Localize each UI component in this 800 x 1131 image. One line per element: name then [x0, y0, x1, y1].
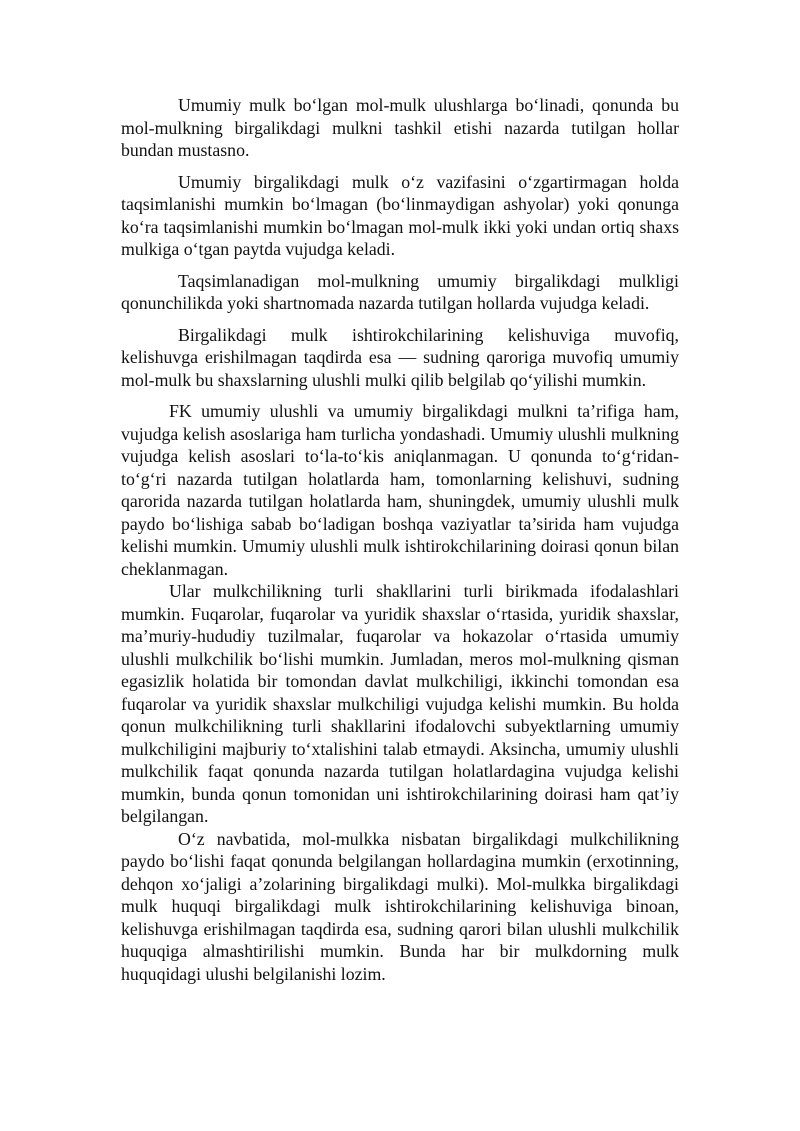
paragraph-7: O‘z navbatida, mol-mulkka nisbatan birgalikdagi mulkchilikning paydo bo‘lishi faqat qonunda belgilangan hollardagina mumkin (erxotinning, dehqon xo‘jaligi a’zolarining birgalikdagi mulki). Mol-mulkka birgalikdagi mulk huquqi birgalikdagi mulk ishtirokchilarining kelishuviga binoan, kelishuvga erishilmagan taqdirda esa, sudning qarori bilan ulushli mulkchilik huquqiga almashtirilishi mumkin. Bunda har bir mulkdorning mulk huquqidagi ulushi belgilanishi lozim.: [121, 828, 679, 984]
paragraph-6: Ular mulkchilikning turli shakllarini turli birikmada ifodalashlari mumkin. Fuqarolar, fuqarolar va yuridik shaxslar o‘rtasida, yuridik shaxslar, ma’muriy-hududiy tuzilmalar, fuqarolar va hokazolar o‘rtasida umumiy ulushli mulkchilik bo‘lishi mumkin. Jumladan, meros mol-mulkning qisman egasizlik holatida bir tomondan davlat mulkchiligi, ikkinchi tomondan esa fuqarolar va yuridik shaxslar mulkchiligi vujudga kelishi mumkin. Bu holda qonun mulkchilikning turli shakllarini ifodalovchi subyektlarning umumiy mulkchiligini majburiy to‘xtalishini talab etmaydi. Aksincha, umumiy ulushli mulkchilik faqat qonunda nazarda tutilgan holatlardagina vujudga kelishi mumkin, bunda qonun tomonidan uni ishtirokchilarining doirasi ham qat’iy belgilangan.: [121, 581, 679, 826]
paragraph-5: FK umumiy ulushli va umumiy birgalikdagi mulkni ta’rifiga ham, vujudga kelish asoslariga ham turlicha yondashadi. Umumiy ulushli mulkning vujudga kelish asoslari to‘la-to‘kis aniqlanmagan. U qonunda to‘g‘ridan-to‘g‘ri nazarda tutilgan holatlarda ham, tomonlarning kelishuvi, sudning qarorida nazarda tutilgan holatlarda ham, shuningdek, umumiy ulushli mulk paydo bo‘lishiga sabab bo‘ladigan boshqa vaziyatlar ta’sirida ham vujudga kelishi mumkin. Umumiy ulushli mulk ishtirokchilarining doirasi qonun bilan cheklanmagan.: [121, 401, 679, 579]
paragraph-1: Umumiy mulk bo‘lgan mol-mulk ulushlarga bo‘linadi, qonunda bu mol-mulkning birgalikdagi mulkni tashkil etishi nazarda tutilgan hollar bundan mustasno.: [121, 95, 679, 160]
paragraph-4: Birgalikdagi mulk ishtirokchilarining kelishuviga muvofiq, kelishuvga erishilmagan taqdirda esa — sudning qaroriga muvofiq umumiy mol-mulk bu shaxslarning ulushli mulki qilib belgilab qo‘yilishi mumkin.: [121, 324, 679, 390]
paragraph-2: Umumiy birgalikdagi mulk o‘z vazifasini o‘zgartirmagan holda taqsimlanishi mumkin bo‘lmagan (bo‘linmaydigan ashyolar) yoki qonunga ko‘ra taqsimlanishi mumkin bo‘lmagan mol-mulk ikki yoki undan ortiq shaxs mulkiga o‘tgan paytda vujudga keladi.: [121, 171, 679, 259]
paragraph-3: Taqsimlanadigan mol-mulkning umumiy birgalikdagi mulkligi qonunchilikda yoki shartnomada nazarda tutilgan hollarda vujudga keladi.: [121, 270, 679, 313]
document-body: [121, 94, 679, 985]
